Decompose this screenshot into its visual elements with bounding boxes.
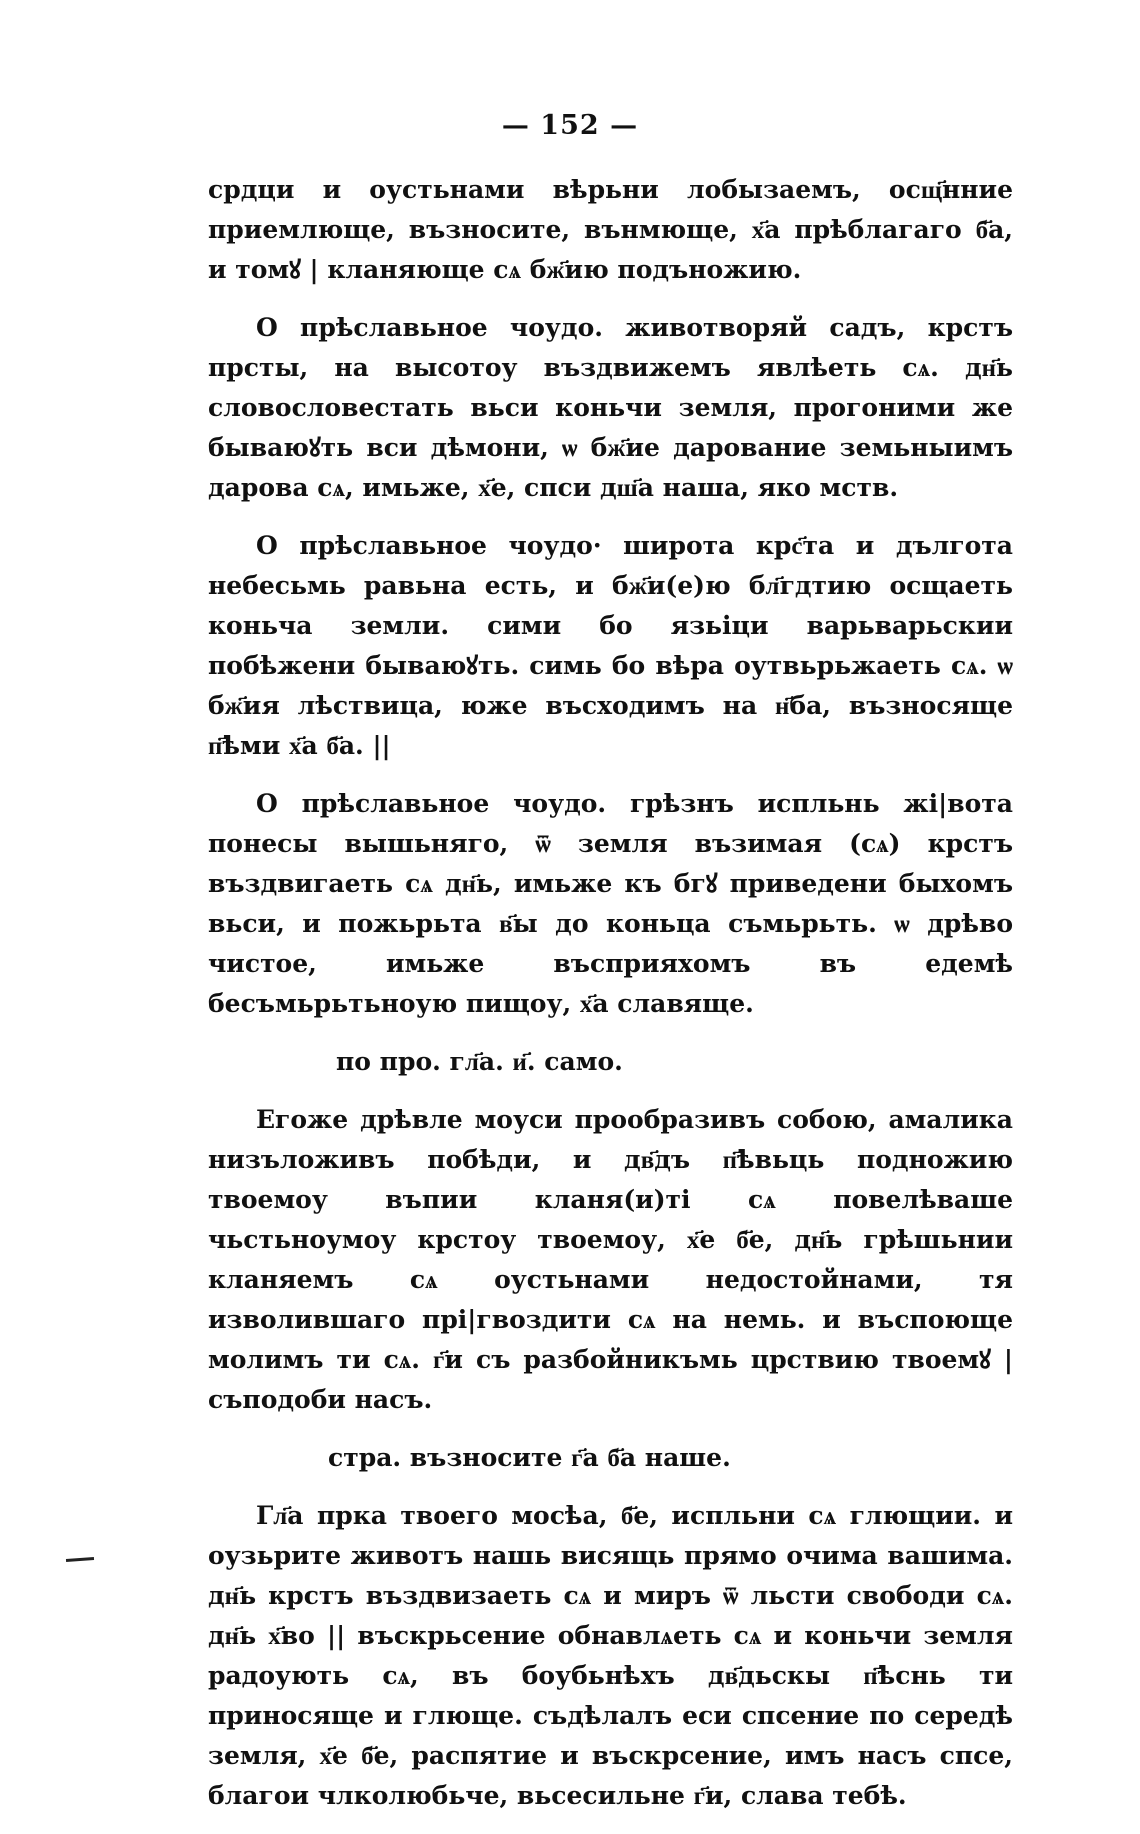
paragraph-4: О прѣславьное чоудо. грѣзнъ испльнь жi|вота понесы вышьняго, ѿ земля възимая (сѧ) крстъ въздвигаеть сѧ дн҃ь, имьже къ бгꙋ приведени быхомъ вьси, и пожьрьта в҃ы до коньца съмьрьть. ѡ дрѣво чистое, имьже въсприяхомъ въ едемѣ бесъмьрьтьноую пищоу, х҃а славяще. (208, 789, 1013, 1018)
paragraph-2: О прѣславьное чоудо. животворяй садъ, крстъ прсты, на высотоу въздвижемъ явлѣеть сѧ. дн҃ь словословестать вьси коньчи земля, прогоними же бываюꙋть вси дѣмони, ѡ бж҃ие дарование земьныимъ дарова сѧ, имьже, х҃е, спси дш҃а наша, яко мств. (208, 313, 1013, 502)
paragraph-6: Гл҃а прка твоего мосѣа, б҃е, испльни сѧ глющии. и оузьрите животъ нашь висящь прямо очима вашима. дн҃ь крстъ въздвизаеть сѧ и миръ ѿ льсти свободи сѧ. дн҃ь х҃во || въскрьсение обнавлѧеть сѧ и коньчи земля радоують сѧ, въ боубьнѣхъ дв҃дьскы п҃ѣснь ти приносяще и глюще. съдѣлалъ еси спсение по середѣ земля, х҃е б҃е, распятие и въскрсение, имъ насъ спсе, благои члколюбьче, вьсесильне г҃и, слава тебѣ. (208, 1501, 1013, 1810)
section-heading-2: стра. възносите г҃а б҃а наше. (328, 1443, 731, 1472)
page-number: — 152 — (501, 110, 639, 141)
paragraph-1: срдци и оустьнами вѣрьни лобызаемъ, осщ҃нние приемлюще, възносите, вънмюще, х҃а прѣблагаго б҃а, и томꙋ | кланяюще сѧ бж҃ию подъножию. (208, 175, 1013, 284)
margin-mark (66, 1557, 94, 1562)
paragraph-5: Егоже дрѣвле моуси прообразивъ собою, амалика низъложивъ побѣди, и дв҃дъ п҃ѣвьць подножию твоемоу въпии кланя(и)тi сѧ повелѣваше чьстьноумоу крстоу твоемоу, х҃е б҃е, дн҃ь грѣшьнии кланяемъ сѧ оустьнами недостойнами, тя изволившаго прi|гвоздити сѧ на немь. и въспоюще молимъ ти сѧ. г҃и съ разбойникъмь црствию твоемꙋ | съподоби насъ. (208, 1105, 1013, 1414)
paragraph-3: О прѣславьное чоудо· широта крс҃та и дългота небесьмь равьна есть, и бж҃и(е)ю бл҃гдтию осщаеть коньча земли. сими бо язьіци варьварьскии побѣжени бываюꙋть. симь бо вѣра оутвьрьжаеть сѧ. ѡ бж҃ия лѣствица, юже въсходимъ на н҃ба, възносяще п҃ѣми х҃а б҃а. || (208, 531, 1013, 760)
main-text (208, 170, 1013, 1834)
section-heading-1: по про. гл҃а. и҃. само. (336, 1047, 623, 1076)
